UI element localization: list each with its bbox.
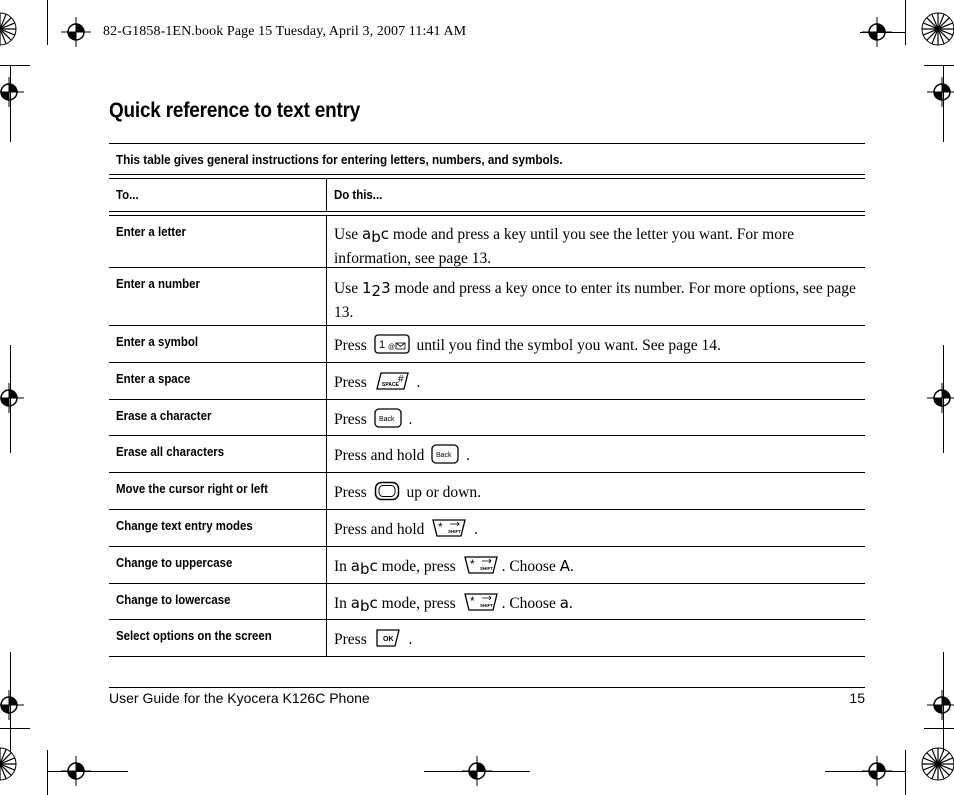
123-mode-icon: $1_23$ (361, 279, 391, 300)
row-instruction: Press up or down. (327, 473, 865, 509)
uppercase-letter-glyph: A (559, 557, 570, 575)
row-instruction: Use $a_bc$ mode and press a key until you see the letter you want. For more information, see page 13. (334, 225, 795, 267)
crop-mark (905, 0, 906, 45)
page-number: 15 (849, 690, 865, 706)
footer-rule (109, 687, 865, 688)
svg-text:SHIFT: SHIFT (448, 529, 462, 534)
crosshair-register-icon (61, 17, 91, 47)
row-instruction: Press 1 @ until you find the symbol you want. See page 14. (327, 326, 865, 362)
crop-mark (10, 66, 11, 142)
registration-starburst-icon (0, 747, 17, 781)
row-instruction: Press and hold * SHIFT . (334, 520, 479, 538)
registration-starburst-icon (921, 747, 954, 781)
crosshair-register-icon (927, 690, 954, 720)
row-action: Change to uppercase (109, 547, 327, 583)
table-header-row (109, 179, 865, 211)
table-row (109, 620, 865, 657)
quick-reference-table (109, 143, 865, 657)
crop-mark (47, 0, 48, 45)
crop-mark (860, 32, 905, 33)
svg-text:Back: Back (436, 452, 452, 459)
table-row (109, 584, 865, 620)
lowercase-letter-glyph: a (559, 594, 569, 612)
table-row (109, 326, 865, 363)
back-key-icon (374, 408, 402, 428)
row-instruction: In $a_bc$ mode, press * SHIFT . Choose a. (334, 594, 573, 615)
row-action: Move the cursor right or left (109, 473, 327, 509)
row-instruction: Use $1_23$ mode and press a key once to enter its number. For more options, see page 13. (334, 279, 856, 321)
crop-mark (48, 771, 128, 772)
crop-mark (0, 728, 30, 729)
row-action: Enter a space (109, 363, 327, 399)
crop-mark (0, 65, 30, 66)
crop-mark (943, 652, 944, 752)
shift-key-icon (463, 555, 499, 575)
table-row (109, 436, 865, 473)
row-instruction: In $a_bc$ mode, press * SHIFT . Choose A. (334, 557, 574, 578)
abc-mode-icon: $a_bc$ (350, 594, 378, 615)
svg-text:#: # (397, 374, 404, 385)
row-instruction: Press OK . (327, 620, 865, 656)
row-action: Enter a symbol (109, 326, 327, 362)
crop-mark (943, 345, 944, 453)
svg-text:*: * (438, 520, 443, 534)
row-instruction: Press SPACE # . (327, 363, 865, 399)
row-action: Change to lowercase (109, 584, 327, 619)
registration-starburst-icon (921, 12, 954, 46)
column-header-to: To... (109, 179, 327, 211)
crop-mark (10, 652, 11, 752)
svg-text:SPACE: SPACE (381, 382, 399, 388)
crop-mark (924, 728, 954, 729)
crosshair-register-icon (0, 690, 24, 720)
table-row (109, 400, 865, 436)
row-action: Enter a number (109, 268, 327, 325)
crop-mark (10, 345, 11, 453)
crop-mark (924, 65, 954, 66)
row-action: Change text entry modes (109, 510, 327, 546)
abc-mode-icon: $a_bc$ (350, 557, 378, 578)
row-action: Enter a letter (109, 216, 327, 267)
footer-guide-title: User Guide for the Kyocera K126C Phone (109, 690, 370, 706)
svg-text:SHIFT: SHIFT (479, 603, 493, 608)
svg-text:Back: Back (378, 416, 395, 423)
svg-text:*: * (469, 557, 475, 571)
column-header-do-this: Do this... (334, 187, 383, 202)
svg-text:OK: OK (382, 636, 394, 643)
space-key-icon (374, 371, 410, 391)
crosshair-register-icon (0, 77, 24, 107)
ok-key-icon (374, 628, 402, 648)
abc-mode-icon: $a_bc$ (361, 225, 389, 246)
row-action: Erase all characters (109, 436, 327, 472)
crop-mark (905, 750, 906, 795)
crop-mark (47, 750, 48, 795)
svg-text:@: @ (387, 344, 395, 351)
one-key-icon (374, 334, 410, 354)
row-instruction: Press and hold Back . (327, 436, 865, 472)
print-slug: 82-G1858-1EN.book Page 15 Tuesday, April 3, 2007 11:41 AM (103, 24, 467, 39)
svg-text:1: 1 (378, 339, 385, 351)
crosshair-register-icon (0, 383, 24, 413)
svg-text:SHIFT: SHIFT (479, 566, 493, 571)
row-instruction: Press Back . (327, 400, 865, 435)
table-intro: This table gives general instructions for entering letters, numbers, and symbols. (109, 143, 865, 174)
shift-key-icon (431, 518, 467, 538)
shift-key-icon (463, 592, 499, 612)
table-row (109, 473, 865, 510)
crosshair-register-icon (927, 383, 954, 413)
row-action: Select options on the screen (109, 620, 327, 656)
registration-starburst-icon (0, 12, 17, 46)
table-row (109, 547, 865, 584)
crop-mark (424, 771, 530, 772)
table-row (109, 510, 865, 547)
crosshair-register-icon (927, 77, 954, 107)
crop-mark (943, 66, 944, 142)
table-row (109, 216, 865, 268)
page-title: Quick reference to text entry (109, 99, 361, 122)
crop-mark (825, 771, 905, 772)
back-key-icon (431, 444, 459, 464)
table-row (109, 363, 865, 400)
table-row (109, 268, 865, 326)
svg-text:*: * (469, 594, 475, 608)
navigation-key-icon (374, 481, 400, 501)
row-action: Erase a character (109, 400, 327, 435)
